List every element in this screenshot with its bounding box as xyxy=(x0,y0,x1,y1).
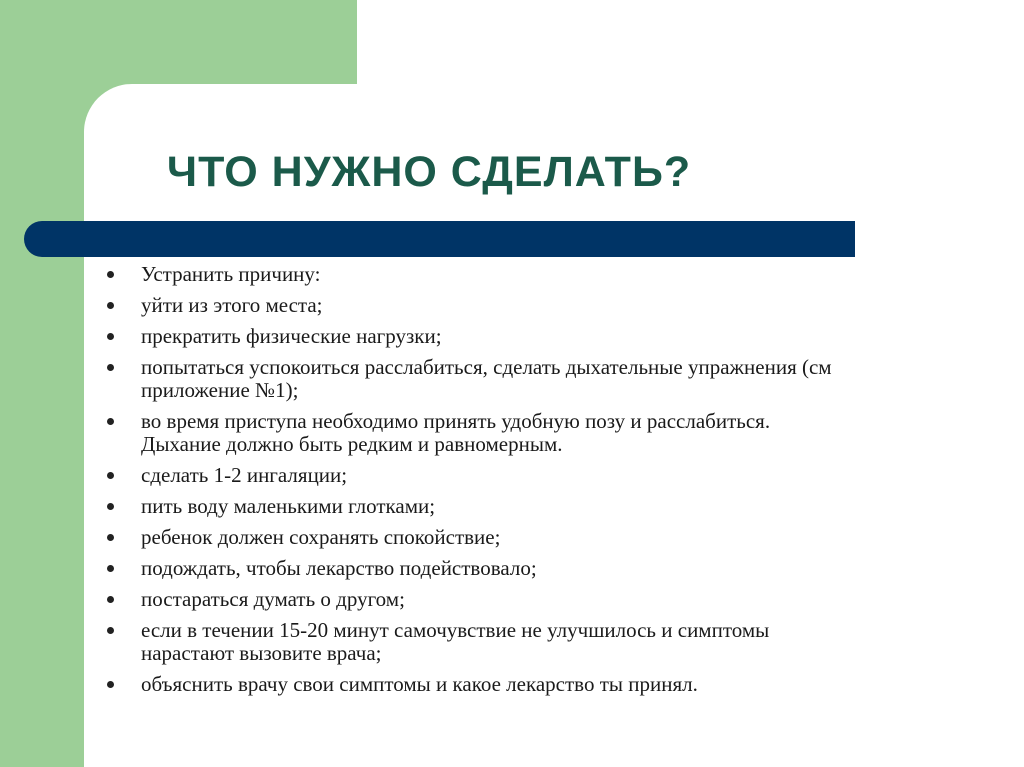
list-item-text: постараться думать о другом; xyxy=(141,587,405,611)
list-item-text: уйти из этого места; xyxy=(141,293,323,317)
list-item-text: если в течении 15-20 минут самочувствие не улучшилось и симптомы xyxy=(141,618,770,642)
bullet-dot-icon xyxy=(107,302,114,309)
bullet-dot-icon xyxy=(107,364,114,371)
list-item-text: ребенок должен сохранять спокойствие; xyxy=(141,525,501,549)
list-item xyxy=(104,356,984,402)
bullet-dot-icon xyxy=(107,418,114,425)
list-item-text: приложение №1); xyxy=(141,378,299,402)
list-item-text: пить воду маленькими глотками; xyxy=(141,494,436,518)
title-underline-bar xyxy=(24,221,855,257)
list-item xyxy=(104,464,984,487)
bullet-dot-icon xyxy=(107,271,114,278)
list-item xyxy=(104,557,984,580)
list-item-text: Устранить причину: xyxy=(141,262,321,286)
bullet-dot-icon xyxy=(107,681,114,688)
list-item xyxy=(104,263,984,286)
bullet-dot-icon xyxy=(107,627,114,634)
list-item-text: нарастают вызовите врача; xyxy=(141,641,382,665)
list-item xyxy=(104,410,984,456)
list-item-text: Дыхание должно быть редким и равномерным. xyxy=(141,432,563,456)
list-item-text: сделать 1-2 ингаляции; xyxy=(141,463,348,487)
list-item xyxy=(104,588,984,611)
bullet-dot-icon xyxy=(107,503,114,510)
bullet-dot-icon xyxy=(107,534,114,541)
list-item xyxy=(104,526,984,549)
list-item xyxy=(104,673,984,696)
slide-title: ЧТО НУЖНО СДЕЛАТЬ? xyxy=(166,148,692,196)
list-item xyxy=(104,294,984,317)
bullet-dot-icon xyxy=(107,472,114,479)
list-item-text: во время приступа необходимо принять удобную позу и расслабиться. xyxy=(141,409,771,433)
list-item xyxy=(104,495,984,518)
list-item xyxy=(104,619,984,665)
bullet-dot-icon xyxy=(107,596,114,603)
list-item xyxy=(104,325,984,348)
bullet-list xyxy=(104,263,984,704)
list-item-text: подождать, чтобы лекарство подействовало; xyxy=(141,556,537,580)
list-item-text: попытаться успокоиться расслабиться, сделать дыхательные упражнения (см xyxy=(141,355,832,379)
bullet-dot-icon xyxy=(107,565,114,572)
list-item-text: прекратить физические нагрузки; xyxy=(141,324,442,348)
list-item-text: объяснить врачу свои симптомы и какое лекарство ты принял. xyxy=(141,672,698,696)
bullet-dot-icon xyxy=(107,333,114,340)
